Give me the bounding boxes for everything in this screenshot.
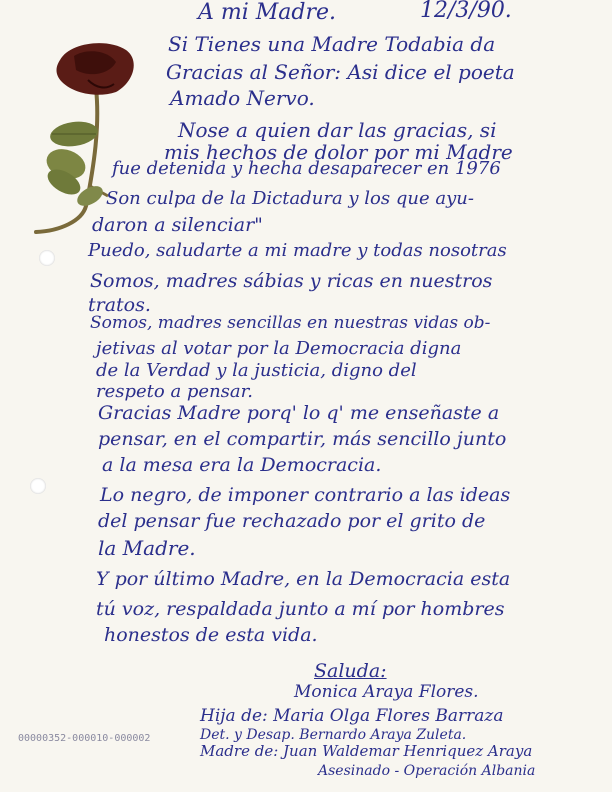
letter-line: daron a silenciar" — [92, 214, 263, 236]
letter-line: Si Tienes una Madre Todabia da — [168, 32, 496, 56]
signature-name: Monica Araya Flores. — [294, 682, 479, 702]
signature-line: Asesinado - Operación Albania — [318, 763, 536, 779]
letter-line: Puedo, saludarte a mi madre y todas nosotras — [88, 240, 507, 261]
letter-line: Son culpa de la Dictadura y los que ayu- — [106, 188, 474, 209]
letter-line: Gracias Madre porq' lo q' me enseñaste a — [98, 402, 500, 424]
letter-line: la Madre. — [98, 536, 196, 560]
signature-line: Madre de: Juan Waldemar Henriquez Araya — [200, 742, 533, 760]
letter-line: jetivas al votar por la Democracia digna — [96, 338, 462, 359]
letter-line: Nose a quien dar las gracias, si — [178, 118, 497, 142]
letter-heading: A mi Madre. — [198, 0, 337, 25]
letter-line: de la Verdad y la justicia, digno del — [96, 360, 417, 381]
pressed-rose-image — [30, 36, 150, 242]
letter-line: pensar, en el compartir, más sencillo junto — [98, 428, 507, 450]
signature-line: Det. y Desap. Bernardo Araya Zuleta. — [200, 727, 467, 743]
letter-line: tú voz, respaldada junto a mí por hombres — [96, 598, 505, 620]
letter-line: del pensar fue rechazado por el grito de — [98, 510, 486, 532]
signature-line: Hija de: Maria Olga Flores Barraza — [200, 706, 504, 726]
letter-date: 12/3/90. — [420, 0, 512, 23]
letter-line: Amado Nervo. — [170, 86, 315, 110]
punch-hole — [30, 478, 46, 494]
letter-line: Somos, madres sencillas en nuestras vidas ob- — [90, 313, 491, 333]
letter-line: mis hechos de dolor por mi Madre — [164, 140, 513, 164]
punch-hole — [39, 250, 55, 266]
letter-closing: Saluda: — [314, 660, 387, 682]
archive-id: 00000352-000010-000002 — [18, 733, 151, 744]
letter-line: Gracias al Señor: Asi dice el poeta — [166, 60, 515, 84]
letter-line: honestos de esta vida. — [104, 624, 318, 646]
letter-line: Lo negro, de imponer contrario a las ideas — [100, 484, 511, 506]
letter-line: Somos, madres sábias y ricas en nuestros — [90, 270, 493, 292]
letter-line: tratos. — [88, 294, 151, 316]
letter-line: a la mesa era la Democracia. — [102, 454, 382, 476]
letter-line: fue detenida y hecha desaparecer en 1976 — [112, 158, 501, 179]
letter-line: Y por último Madre, en la Democracia esta — [96, 568, 511, 590]
letter-line: respeto a pensar. — [96, 381, 253, 402]
